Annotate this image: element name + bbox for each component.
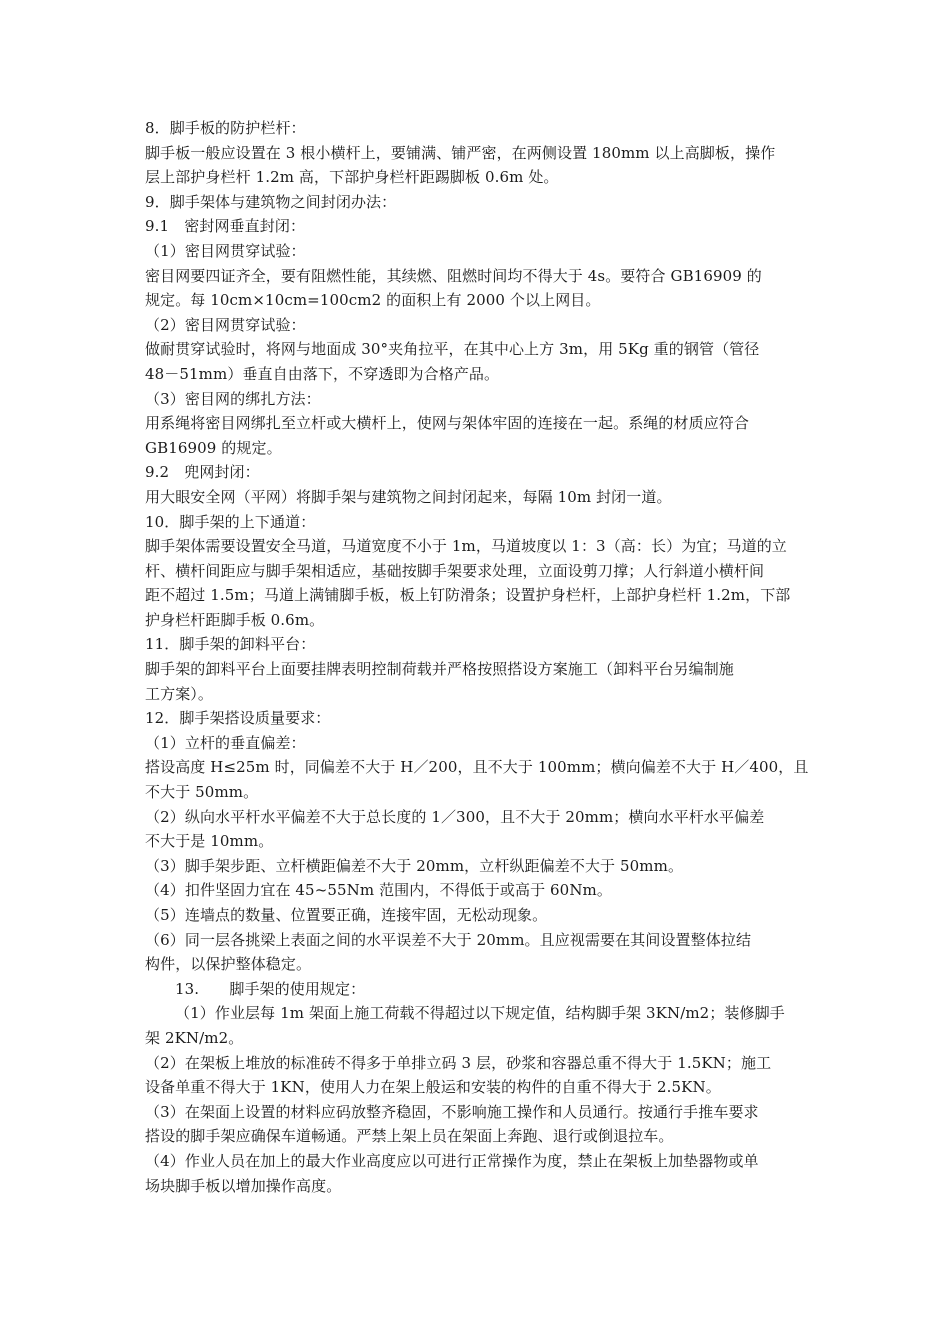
- paragraph-line: 脚手架体需要设置安全马道，马道宽度不小于 1m，马道坡度以 1：3（高：长）为宜；马道的立: [145, 537, 787, 556]
- list-item: （4）作业人员在加上的最大作业高度应以可进行正常操作为度，禁止在架板上加垫器物或单: [145, 1151, 759, 1170]
- paragraph-line: 密目网要四证齐全，要有阻燃性能，其续燃、阻燃时间均不得大于 4s。要符合 GB16909 的: [145, 266, 762, 285]
- paragraph-line: 脚手架的卸料平台上面要挂牌表明控制荷载并严格按照搭设方案施工（卸料平台另编制施: [145, 660, 734, 679]
- list-item: （2）在架板上堆放的标准砖不得多于单排立码 3 层，砂浆和容器总重不得大于 1.5KN；施工: [145, 1053, 772, 1072]
- subheading: （1）立杆的垂直偏差：: [145, 733, 306, 752]
- list-item: （4）扣件坚固力宜在 45~55Nm 范围内，不得低于或高于 60Nm。: [145, 881, 612, 900]
- paragraph-line: 构件，以保护整体稳定。: [145, 955, 312, 974]
- heading-section-12: 12．脚手架搭设质量要求：: [145, 709, 331, 728]
- paragraph-line: 搭设的脚手架应确保车道畅通。严禁上架上员在架面上奔跑、退行或倒退拉车。: [145, 1127, 674, 1146]
- paragraph-line: GB16909 的规定。: [145, 438, 282, 457]
- paragraph-line: 护身栏杆距脚手板 0.6m。: [145, 610, 325, 629]
- paragraph-line: 设备单重不得大于 1KN，使用人力在架上般运和安装的构件的自重不得大于 2.5KN。: [145, 1078, 721, 1097]
- paragraph-line: 架 2KN/m2。: [145, 1028, 244, 1047]
- subheading: （2）密目网贯穿试验：: [145, 315, 306, 334]
- heading-section-9: 9．脚手架体与建筑物之间封闭办法：: [145, 192, 397, 211]
- paragraph-line: 不大于是 10mm。: [145, 832, 274, 851]
- paragraph-line: 做耐贯穿试验时，将网与地面成 30°夹角拉平，在其中心上方 3m，用 5Kg 重的钢管（管径: [145, 340, 760, 359]
- paragraph-line: 场块脚手板以增加操作高度。: [145, 1176, 342, 1195]
- subheading: （1）密目网贯穿试验：: [145, 241, 306, 260]
- subheading: （3）密目网的绑扎方法：: [145, 389, 321, 408]
- paragraph-line: 用系绳将密目网绑扎至立杆或大横杆上，使网与架体牢固的连接在一起。系绳的材质应符合: [145, 414, 750, 433]
- heading-section-11: 11．脚手架的卸料平台：: [145, 635, 316, 654]
- list-item: （6）同一层各挑梁上表面之间的水平误差不大于 20mm。且应视需要在其间设置整体拉结: [145, 930, 752, 949]
- paragraph-line: 杆、横杆间距应与脚手架相适应，基础按脚手架要求处理，立面设剪刀撑；人行斜道小横杆间: [145, 561, 765, 580]
- paragraph-line: 用大眼安全网（平网）将脚手架与建筑物之间封闭起来，每隔 10m 封闭一道。: [145, 487, 672, 506]
- heading-section-8: 8．脚手板的防护栏杆：: [145, 119, 306, 137]
- paragraph-line: 工方案）。: [145, 684, 214, 703]
- heading-section-10: 10．脚手架的上下通道：: [145, 512, 316, 531]
- paragraph-line: 不大于 50mm。: [145, 783, 259, 802]
- heading-section-9-2: 9.2 兜网封闭：: [145, 463, 260, 482]
- list-item: （3）脚手架步距、立杆横距偏差不大于 20mm，立杆纵距偏差不大于 50mm。: [145, 856, 684, 875]
- paragraph-line: 脚手板一般应设置在 3 根小横杆上，要铺满、铺严密，在两侧设置 180mm 以上高脚板，操作: [145, 143, 776, 162]
- heading-section-9-1: 9.1 密封网垂直封闭：: [145, 217, 306, 236]
- list-item: （2）纵向水平杆水平偏差不大于总长度的 1／300，且不大于 20mm；横向水平杆水平偏差: [145, 807, 765, 826]
- list-item: （3）在架面上设置的材料应码放整齐稳固，不影响施工操作和人员通行。按通行手推车要求: [145, 1102, 759, 1121]
- paragraph-line: 距不超过 1.5m；马道上满铺脚手板，板上钉防滑条；设置护身栏杆，上部护身栏杆 1.2m，下部: [145, 586, 791, 605]
- paragraph-line: 层上部护身栏杆 1.2m 高，下部护身栏杆距踢脚板 0.6m 处。: [145, 168, 559, 187]
- paragraph-line: 规定。每 10cm×10cm=100cm2 的面积上有 2000 个以上网目。: [145, 291, 601, 310]
- list-item: （1）作业层每 1m 架面上施工荷载不得超过以下规定值，结构脚手架 3KN/m2；装修脚手: [175, 1004, 785, 1023]
- heading-section-13: 13. 脚手架的使用规定：: [175, 979, 366, 998]
- list-item: （5）连墙点的数量、位置要正确，连接牢固，无松动现象。: [145, 906, 548, 924]
- paragraph-line: 搭设高度 H≤25m 时，同偏差不大于 H／200，且不大于 100mm；横向偏差不大于 H／400，且: [145, 758, 809, 777]
- paragraph-line: 48－51mm）垂直自由落下，不穿透即为合格产品。: [145, 364, 500, 383]
